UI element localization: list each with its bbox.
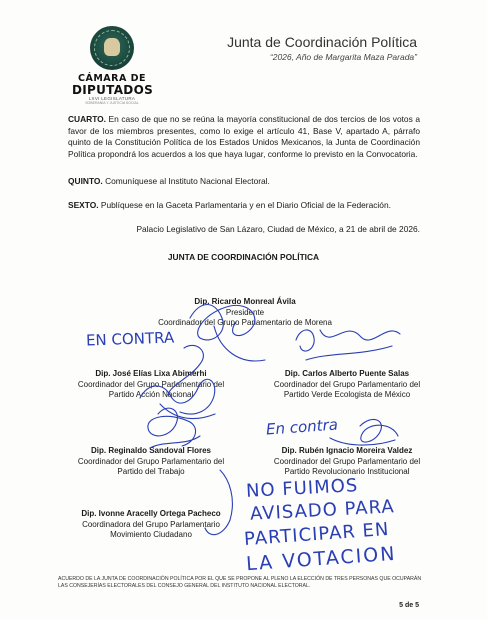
signatory-block — [252, 446, 442, 478]
handwritten-en-contra-2: En contra — [265, 415, 339, 439]
handwritten-note-line4: LA VOTACION — [245, 542, 398, 576]
handwritten-note-line1: NO FUIMOS — [245, 475, 359, 502]
paragraph-text: Comuníquese al Instituto Nacional Electoral. — [102, 176, 270, 186]
signatory-block — [56, 369, 246, 401]
signatory-block — [252, 369, 442, 401]
junta-heading: JUNTA DE COORDINACIÓN POLÍTICA — [167, 252, 320, 262]
signature-moreira — [330, 419, 398, 445]
signatory-role: Coordinador del Grupo Parlamentario del — [77, 379, 225, 389]
footer-note: ACUERDO DE LA JUNTA DE COORDINACIÓN POLÍTICA POR EL QUE SE PROPONE AL PLENO LA ELECCIÓN DE TRES PERSONAS QUE OCUPARÁN LAS CONSEJERÍAS ELECTORALES DEL CONSEJO GENERAL DEL INSTITUTO NACIONAL ELECTORAL. — [58, 576, 422, 589]
logo-line2: DIPUTADOS — [72, 83, 154, 97]
eagle-seal-icon — [90, 26, 134, 70]
signatory-role: Coordinador del Grupo Parlamentario del — [273, 456, 421, 466]
logo-line3: LXVI LEGISLATURA — [88, 96, 136, 101]
paragraph-quinto — [68, 176, 420, 188]
signatory-role: Partido Acción Nacional — [108, 390, 194, 399]
signature-sandoval — [148, 408, 200, 448]
handwritten-en-contra-1: EN CONTRA — [85, 328, 175, 350]
signatory-block — [56, 446, 246, 478]
signatory-role: Coordinadora del Grupo Parlamentario — [82, 519, 220, 529]
signatory-role: Coordinador del Grupo Parlamentario del — [273, 379, 421, 389]
signatory-role: Partido del Trabajo — [117, 467, 185, 476]
header-subtitle: “2026, Año de Margarita Maza Parada” — [269, 52, 417, 62]
signatory-role: Coordinador del Grupo Parlamentario del — [77, 456, 225, 466]
signatory-role: Presidente — [225, 307, 265, 317]
signatory-name: Dip. Ricardo Monreal Ávila — [194, 297, 296, 306]
signature-puente — [296, 330, 400, 360]
signatory-role: Coordinador del Grupo Parlamentario de Morena — [158, 318, 332, 327]
paragraph-label: SEXTO. — [68, 200, 99, 210]
signatory-name: Dip. Rubén Ignacio Moreira Valdez — [281, 446, 413, 455]
chamber-logo — [72, 26, 152, 105]
paragraph-text: En caso de que no se reúna la mayoría constitucional de dos tercios de los votos a favor de los miembros presentes, como lo exige el artículo 41, Base V, apartado A, párrafo quinto de la Constitución Política de los Estados Unidos Mexicanos, la Junta de Coordinación Política propondrá los acuerdos a los que haya lugar, conforme lo previsto en la Convocatoria. — [68, 114, 420, 159]
paragraph-text: Publíquese en la Gaceta Parlamentaria y en el Diario Oficial de la Federación. — [98, 200, 391, 210]
signatory-name: Dip. Reginaldo Sandoval Flores — [90, 446, 212, 455]
paragraph-label: CUARTO. — [68, 114, 106, 124]
signatory-name: Dip. Ivonne Aracelly Ortega Pacheco — [81, 509, 221, 518]
signatory-role: Partido Revolucionario Institucional — [284, 467, 410, 476]
handwritten-note-line3: PARTICIPAR EN — [243, 518, 391, 551]
signatory-role: Movimiento Ciudadano — [110, 530, 192, 539]
header-title: Junta de Coordinación Política — [227, 34, 417, 50]
place-date: Palacio Legislativo de San Lázaro, Ciudad de México, a 21 de abril de 2026. — [136, 224, 420, 234]
signatory-name: Dip. José Elías Lixa Abimerhi — [95, 369, 207, 378]
paragraph-label: QUINTO. — [68, 176, 103, 186]
signatory-role: Partido Verde Ecologista de México — [283, 390, 411, 399]
paragraph-cuarto — [68, 114, 420, 160]
handwritten-note-line2: AVISADO PARA — [249, 496, 396, 525]
signatory-block — [140, 297, 350, 329]
logo-line1: CÁMARA DE — [78, 73, 146, 84]
signatory-name: Dip. Carlos Alberto Puente Salas — [284, 369, 410, 378]
logo-line4: SOBERANÍA Y JUSTICIA SOCIAL — [85, 101, 139, 105]
page-number: 5 de 5 — [399, 602, 419, 609]
signatory-block — [56, 509, 246, 541]
paragraph-sexto — [68, 200, 420, 212]
